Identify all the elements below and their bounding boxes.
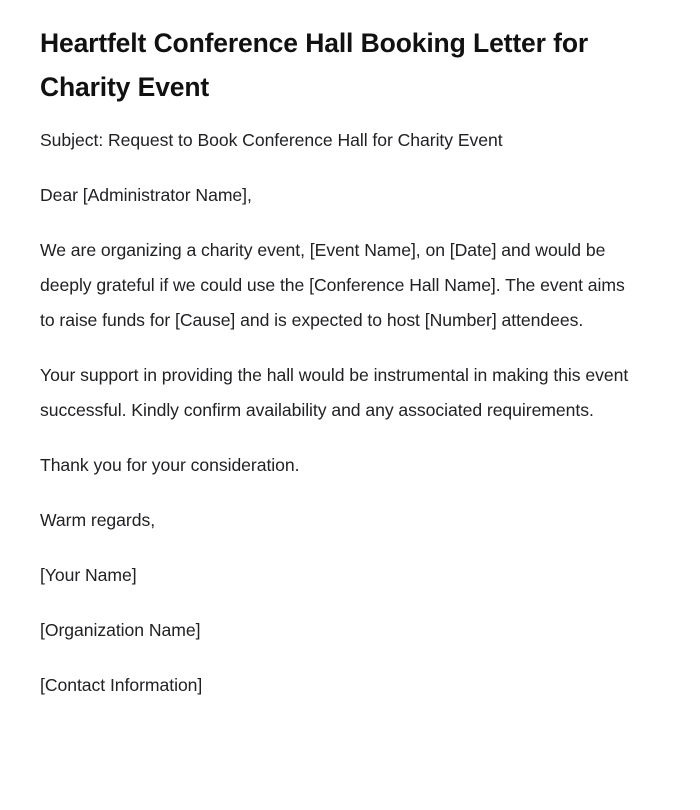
- paragraph-salutation: Dear [Administrator Name],: [40, 185, 252, 205]
- paragraph-closing: Warm regards,: [40, 510, 156, 530]
- letter-document: [40, 21, 640, 703]
- paragraph-intro: We are organizing a charity event, [Event Name], on [Date] and would be deeply grateful if we could use the [Conference Hall Name]. The event aims to raise funds for [Cause] and is expected to host [Number] attendees.: [40, 240, 625, 330]
- paragraph-thanks: Thank you for your consideration.: [40, 455, 300, 475]
- signature-organization: [Organization Name]: [40, 620, 201, 640]
- paragraph-subject: Subject: Request to Book Conference Hall for Charity Event: [40, 130, 503, 150]
- signature-your-name: [Your Name]: [40, 565, 137, 585]
- letter-body: [40, 123, 640, 703]
- paragraph-request: Your support in providing the hall would be instrumental in making this event successful. Kindly confirm availability and any associated requirements.: [40, 365, 629, 420]
- signature-contact: [Contact Information]: [40, 675, 203, 695]
- page-title: Heartfelt Conference Hall Booking Letter for Charity Event: [40, 28, 589, 102]
